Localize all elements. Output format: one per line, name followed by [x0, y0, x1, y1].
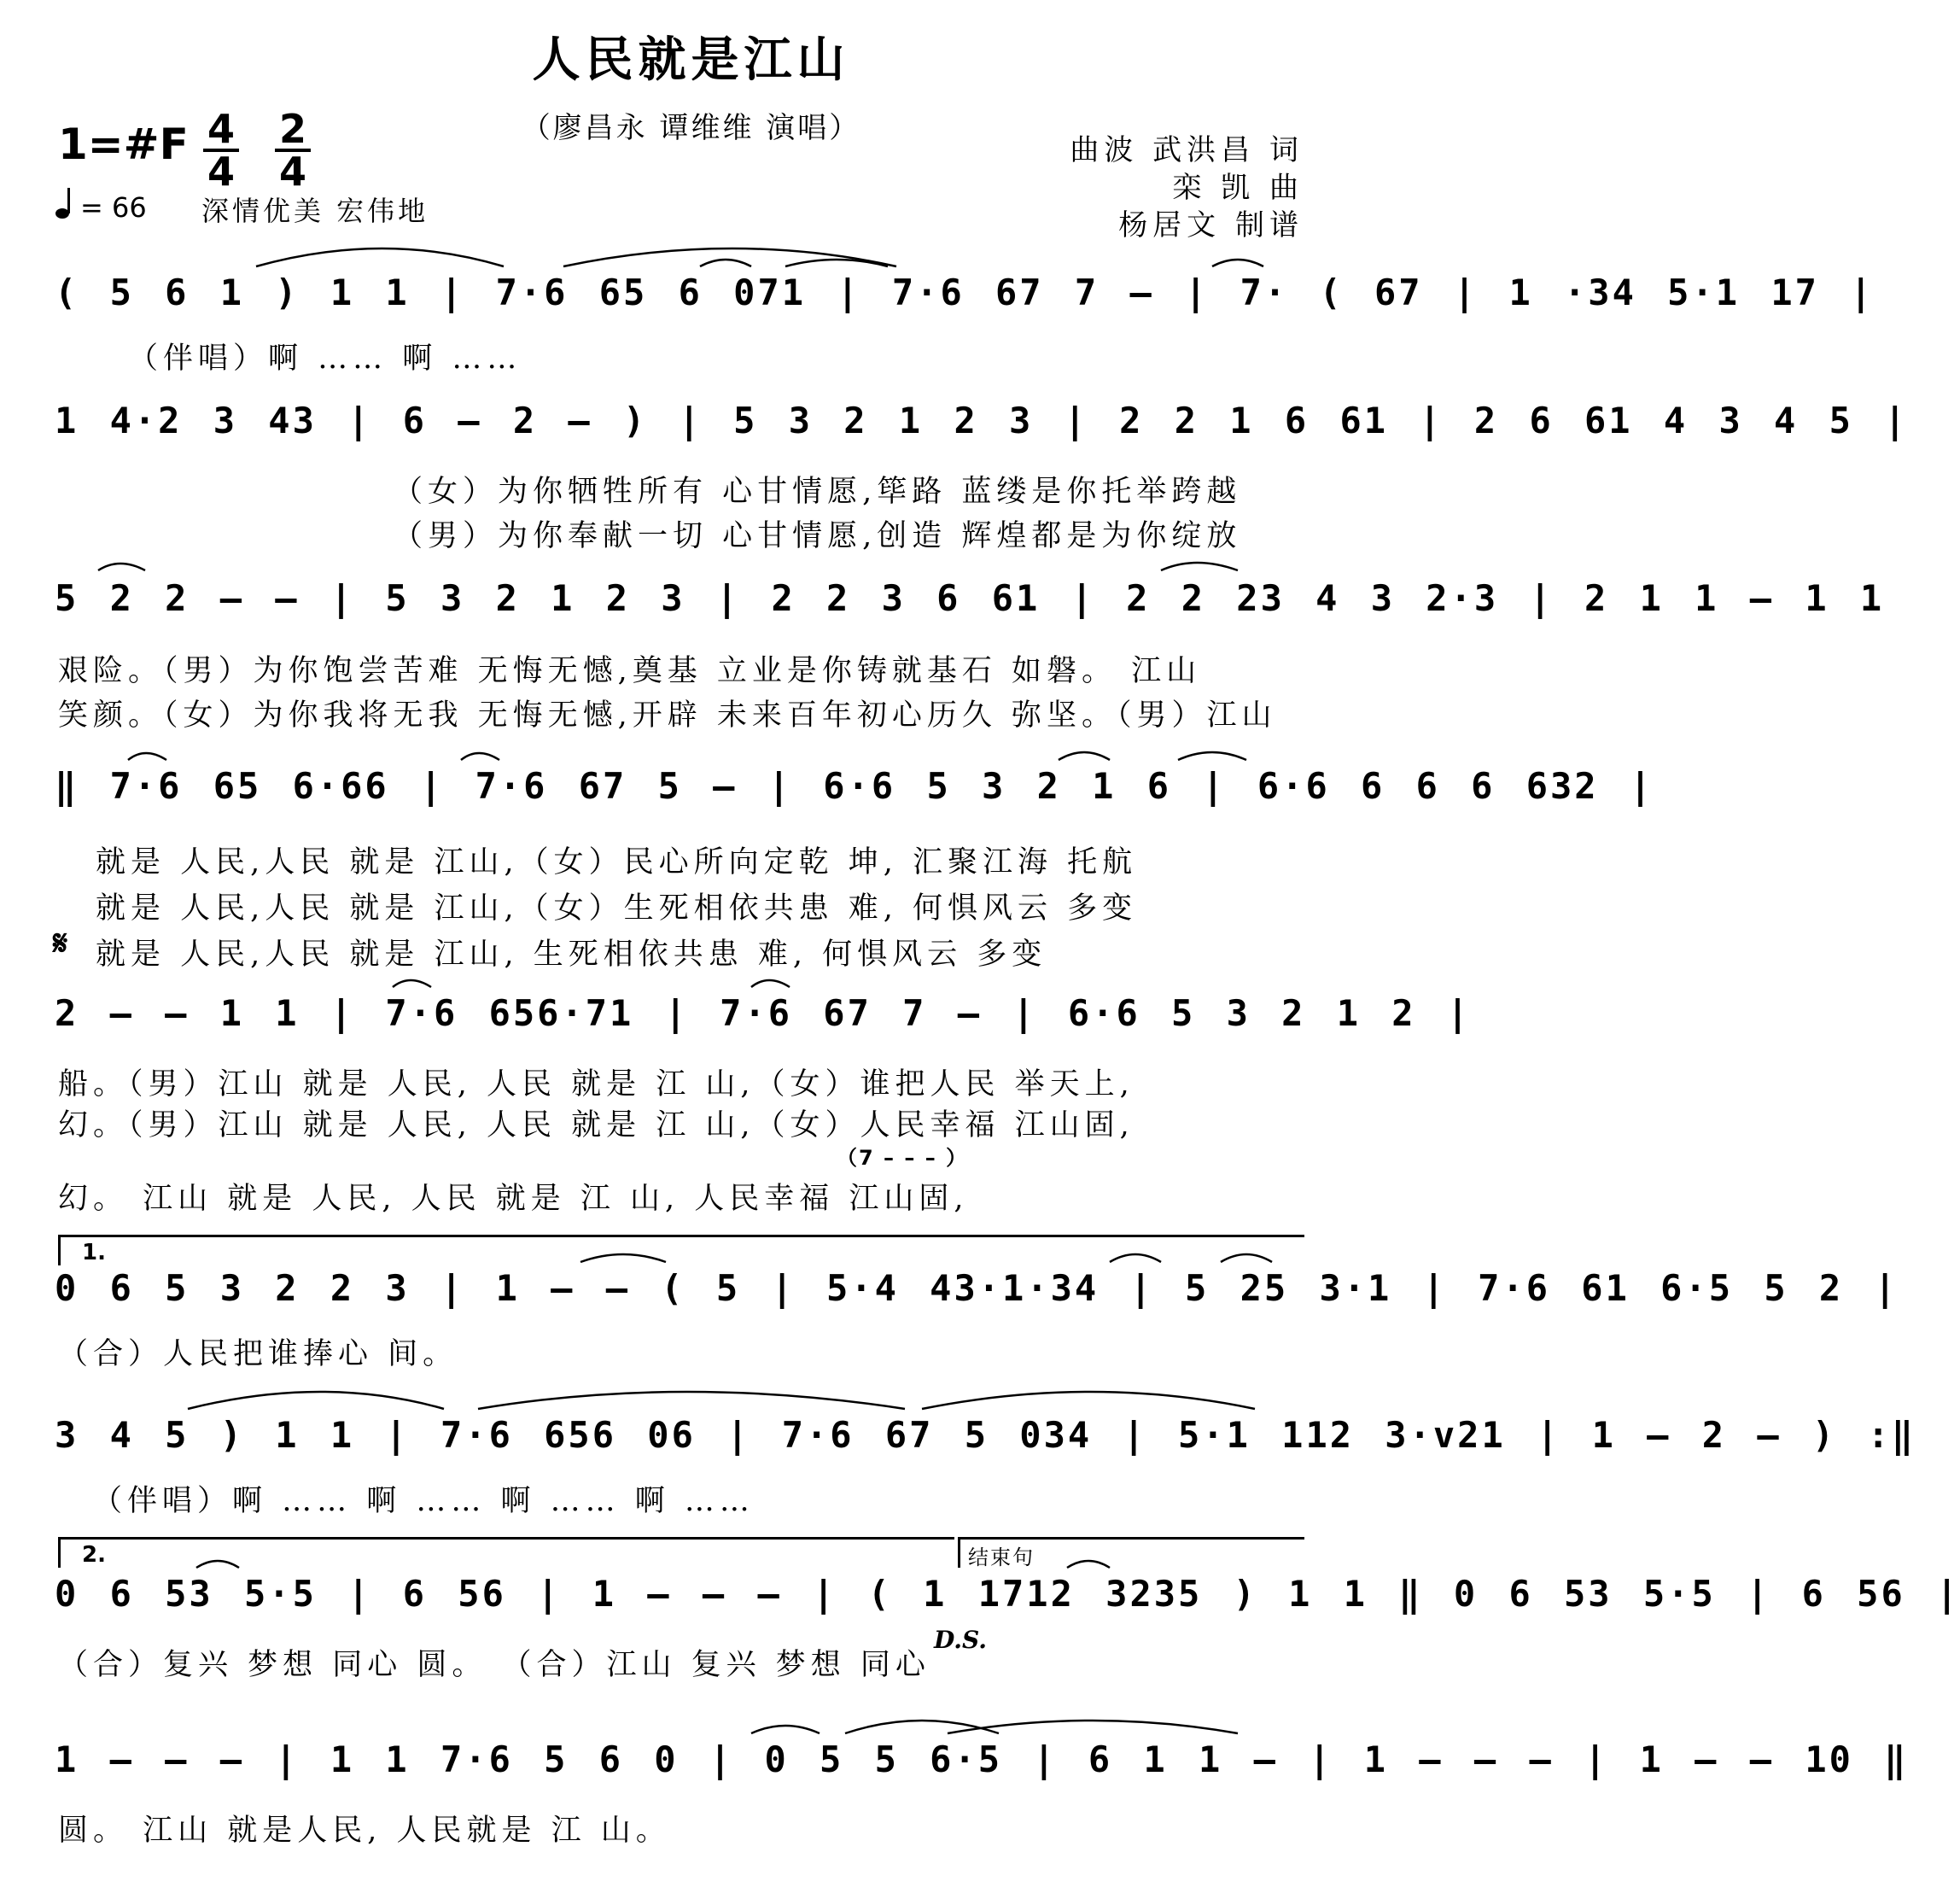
notation-line-4: ‖ 7·6 65 6·66 | 7·6 67 5 – | 6·6 5 3 2 1 6 | 6·6 6 6 6 632 | [55, 765, 1654, 807]
volta-2-label: 2. [82, 1542, 106, 1568]
lyric-line-9: 圆。 江山 就是人民, 人民就是 江 山。 [58, 1814, 671, 1848]
notation-line-6: 0 6 5 3 2 2 3 | 1 – – ( 5 | 5·4 43·1·34 | 5 25 3·1 | 7·6 61 6·5 5 2 | [55, 1267, 1899, 1309]
key-signature: 1=#F [58, 120, 189, 169]
notation-line-1: ( 5 6 1 ) 1 1 | 7·6 65 6 071 | 7·6 67 7 – | 7· ( 67 | 1 ·34 5·1 17 | [55, 272, 1875, 313]
notation-line-8: 0 6 53 5·5 | 6 56 | 1 – – – | ( 1 1712 3235 ) 1 1 ‖ 0 6 53 5·5 | 6 56 | [55, 1573, 1960, 1615]
lyric-line-2a: （女）为你牺牲所有 心甘情愿,筚路 蓝缕是你托举跨越 [393, 475, 1242, 509]
notation-line-5: 2 – – 1 1 | 7·6 656·71 | 7·6 67 7 – | 6·6 5 3 2 1 2 | [55, 992, 1472, 1034]
lyric-line-7: （伴唱）啊 …… 啊 …… 啊 …… 啊 …… [92, 1484, 755, 1518]
lyric-line-3a: 艰险。（男）为你饱尝苦难 无悔无憾,奠基 立业是你铸就基石 如磐。 江山 [58, 654, 1202, 688]
time-signature-1: 4 4 [203, 109, 239, 191]
lyric-line-8: （合）复兴 梦想 同心 圆。 （合）江山 复兴 梦想 同心 [58, 1648, 930, 1682]
lyric-line-3b: 笑颜。（女）为你我将无我 无悔无憾,开辟 未来百年初心历久 弥坚。（男）江山 [58, 698, 1277, 733]
lyric-line-6: （合）人民把谁捧心 间。 [58, 1337, 458, 1371]
notation-line-9: 1 – – – | 1 1 7·6 5 6 0 | 0 5 5 6·5 | 6 1 1 – | 1 – – – | 1 – – 10 ‖ [55, 1738, 1909, 1780]
song-title: 人民就是江山 [532, 32, 850, 88]
tempo-marking: = 66 [55, 186, 147, 227]
performers: （廖昌永 谭维维 演唱） [521, 111, 861, 145]
credit-lyrics: 曲波 武洪昌 词 [1070, 133, 1304, 167]
notation-line-7: 3 4 5 ) 1 1 | 7·6 656 06 | 7·6 67 5 034 | 5·1 112 3·v21 | 1 – 2 – ) :‖ [55, 1414, 1916, 1456]
volta-1-label: 1. [82, 1240, 106, 1265]
notation-line-3: 5 2 2 – – | 5 3 2 1 2 3 | 2 2 3 6 61 | 2 2 23 4 3 2·3 | 2 1 1 – 1 1 [55, 577, 1885, 619]
mood-marking: 深情优美 宏伟地 [201, 195, 429, 227]
lyric-line-5c: 幻。 江山 就是 人民, 人民 就是 江 山, 人民幸福 江山固, [58, 1182, 969, 1216]
segno-icon: 𝄋 [53, 924, 68, 963]
ending-label: 结束句 [968, 1545, 1035, 1569]
lyric-line-1: （伴唱）啊 …… 啊 …… [128, 342, 522, 376]
lyric-line-4c: 就是 人民,人民 就是 江山, 生死相依共患 难, 何惧风云 多变 [96, 938, 1047, 972]
credit-score: 杨居文 制谱 [1118, 208, 1304, 242]
notation-line-2: 1 4·2 3 43 | 6 – 2 – ) | 5 3 2 1 2 3 | 2 2 1 6 61 | 2 6 61 4 3 4 5 | [55, 400, 1909, 441]
lyric-line-4b: 就是 人民,人民 就是 江山,（女）生死相依共患 难, 何惧风云 多变 [96, 891, 1138, 926]
lyric-line-4a: 就是 人民,人民 就是 江山,（女）民心所向定乾 坤, 汇聚江海 托航 [96, 845, 1138, 879]
dal-segno-mark: D.S. [934, 1626, 988, 1654]
time-signature-2: 2 4 [275, 109, 311, 191]
alt-ending-note: （7 – – – ） [837, 1146, 969, 1170]
lyric-line-5b: 幻。（男）江山 就是 人民, 人民 就是 江 山,（女）人民幸福 江山固, [58, 1108, 1135, 1142]
lyric-line-2b: （男）为你奉献一切 心甘情愿,创造 辉煌都是为你绽放 [393, 519, 1242, 553]
lyric-line-5a: 船。（男）江山 就是 人民, 人民 就是 江 山,（女）谁把人民 举天上, [58, 1067, 1135, 1101]
credit-music: 栾 凯 曲 [1172, 171, 1304, 205]
